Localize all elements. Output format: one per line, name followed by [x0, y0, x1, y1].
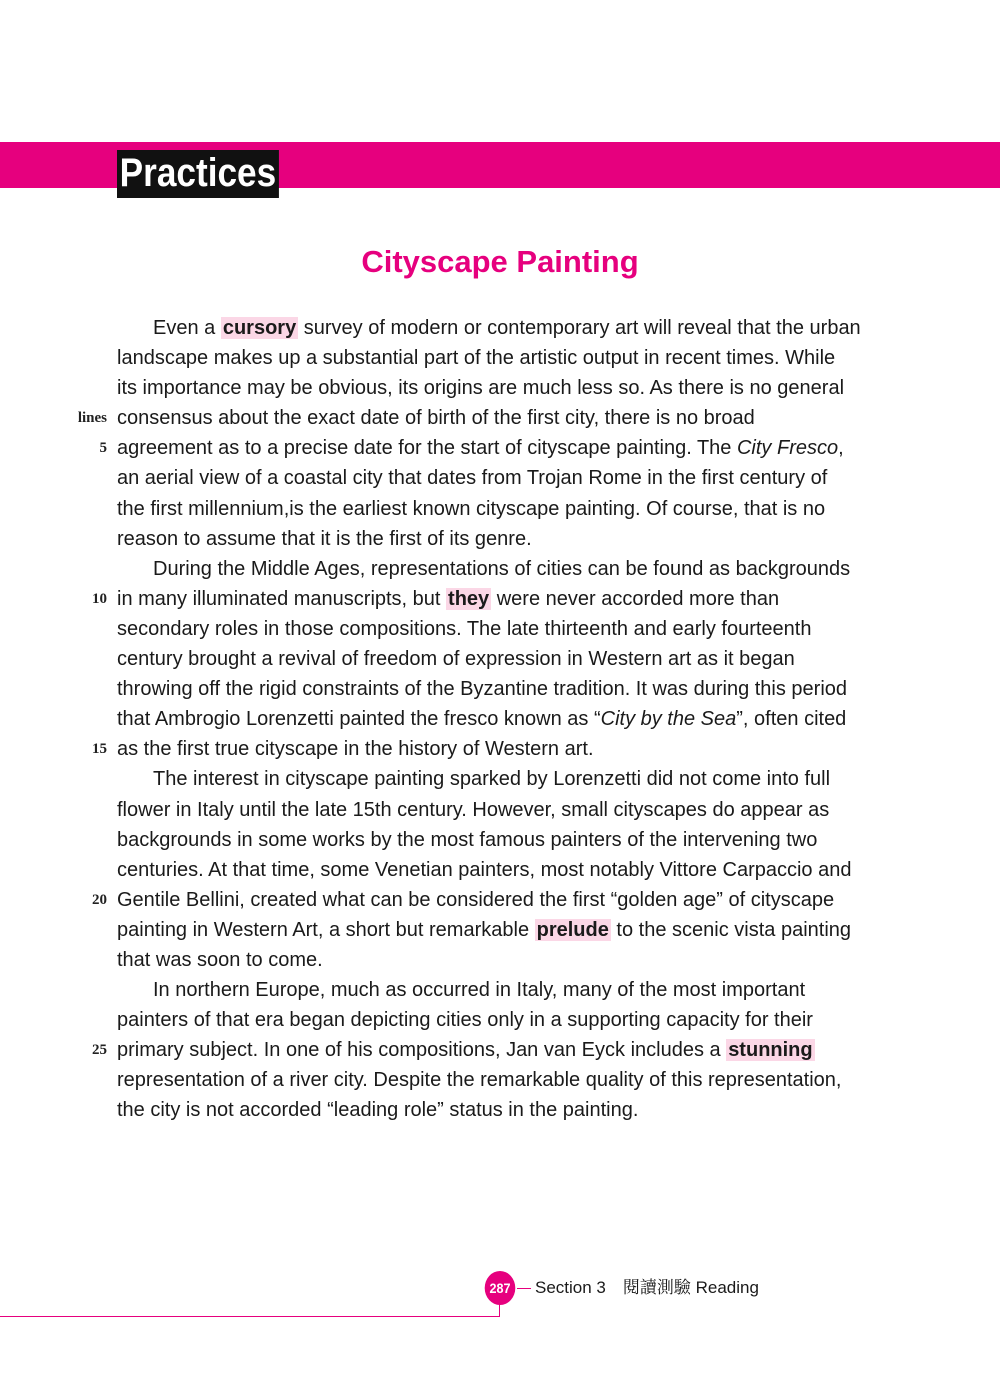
text-line: backgrounds in some works by the most famous painters of the intervening two — [117, 828, 818, 851]
line-number: 20 — [92, 891, 107, 908]
text-line: During the Middle Ages, representations of cities can be found as backgrounds — [153, 557, 851, 580]
text-line: century brought a revival of freedom of expression in Western art as it began — [117, 648, 795, 671]
highlighted-word: prelude — [536, 918, 609, 941]
text-line: agreement as to a precise date for the start of cityscape painting. The City Fresco, 5 — [117, 433, 897, 463]
article-body — [77, 313, 897, 1126]
text-line: its importance may be obvious, its origins are much less so. As there is no general — [117, 377, 845, 400]
text-line: representation of a river city. Despite the remarkable quality of this representation, — [117, 1069, 842, 1092]
section-label: Section 3 閱讀測驗 Reading — [535, 1278, 759, 1297]
text-line: an aerial view of a coastal city that dates from Trojan Rome in the first century of — [117, 467, 828, 490]
text-line: painters of that era began depicting cities only in a supporting capacity for their — [117, 1009, 813, 1032]
text-line: landscape makes up a substantial part of the artistic output in recent times. While — [117, 347, 836, 370]
text-line: Gentile Bellini, created what can be considered the first “golden age” of cityscape 20 — [117, 885, 897, 915]
text-line: the city is not accorded “leading role” status in the painting. — [117, 1099, 639, 1122]
text-line: The interest in cityscape painting sparked by Lorenzetti did not come into full — [153, 768, 831, 791]
text-line: as the first true cityscape in the history of Western art. 15 — [117, 734, 897, 764]
page-heading: Practices — [117, 150, 279, 198]
text-line: in many illuminated manuscripts, but they were never accorded more than 10 — [117, 584, 897, 614]
text-line: reason to assume that it is the first of its genre. — [117, 527, 532, 550]
footer-rule-tick — [499, 1300, 500, 1317]
text-line: that Ambrogio Lorenzetti painted the fresco known as “City by the Sea”, often cited — [117, 708, 847, 731]
line-number: 10 — [92, 590, 107, 607]
text-line: centuries. At that time, some Venetian painters, most notably Vittore Carpaccio and — [117, 858, 852, 881]
page-number-badge: 287 — [485, 1271, 516, 1305]
text-line: primary subject. In one of his compositions, Jan van Eyck includes a stunning 25 — [117, 1035, 897, 1065]
line-number: 15 — [92, 741, 107, 758]
footer-connector — [517, 1288, 531, 1289]
text-line: throwing off the rigid constraints of the Byzantine tradition. It was during this period — [117, 678, 848, 701]
text-line: flower in Italy until the late 15th century. However, small cityscapes do appear as — [117, 798, 830, 821]
text-line: the first millennium,is the earliest known cityscape painting. Of course, that is no — [117, 497, 826, 520]
highlighted-word: cursory — [222, 317, 297, 339]
text-line: consensus about the exact date of birth of the first city, there is no broad lines — [117, 403, 897, 433]
article-title: Cityscape Painting — [361, 244, 639, 279]
text-line: that was soon to come. — [117, 948, 323, 971]
text-line: painting in Western Art, a short but remarkable prelude to the scenic vista painting — [117, 918, 852, 941]
text-line: Even a cursory survey of modern or contemporary art will reveal that the urban — [153, 317, 861, 339]
line-number: 25 — [92, 1042, 107, 1059]
line-number: 5 — [99, 440, 107, 457]
line-number: lines — [77, 410, 107, 427]
highlighted-word: stunning — [728, 1039, 813, 1062]
footer-rule — [0, 1316, 499, 1317]
text-line: In northern Europe, much as occurred in Italy, many of the most important — [153, 979, 806, 1002]
text-line: secondary roles in those compositions. The late thirteenth and early fourteenth — [117, 617, 812, 640]
highlighted-word: they — [448, 587, 490, 610]
